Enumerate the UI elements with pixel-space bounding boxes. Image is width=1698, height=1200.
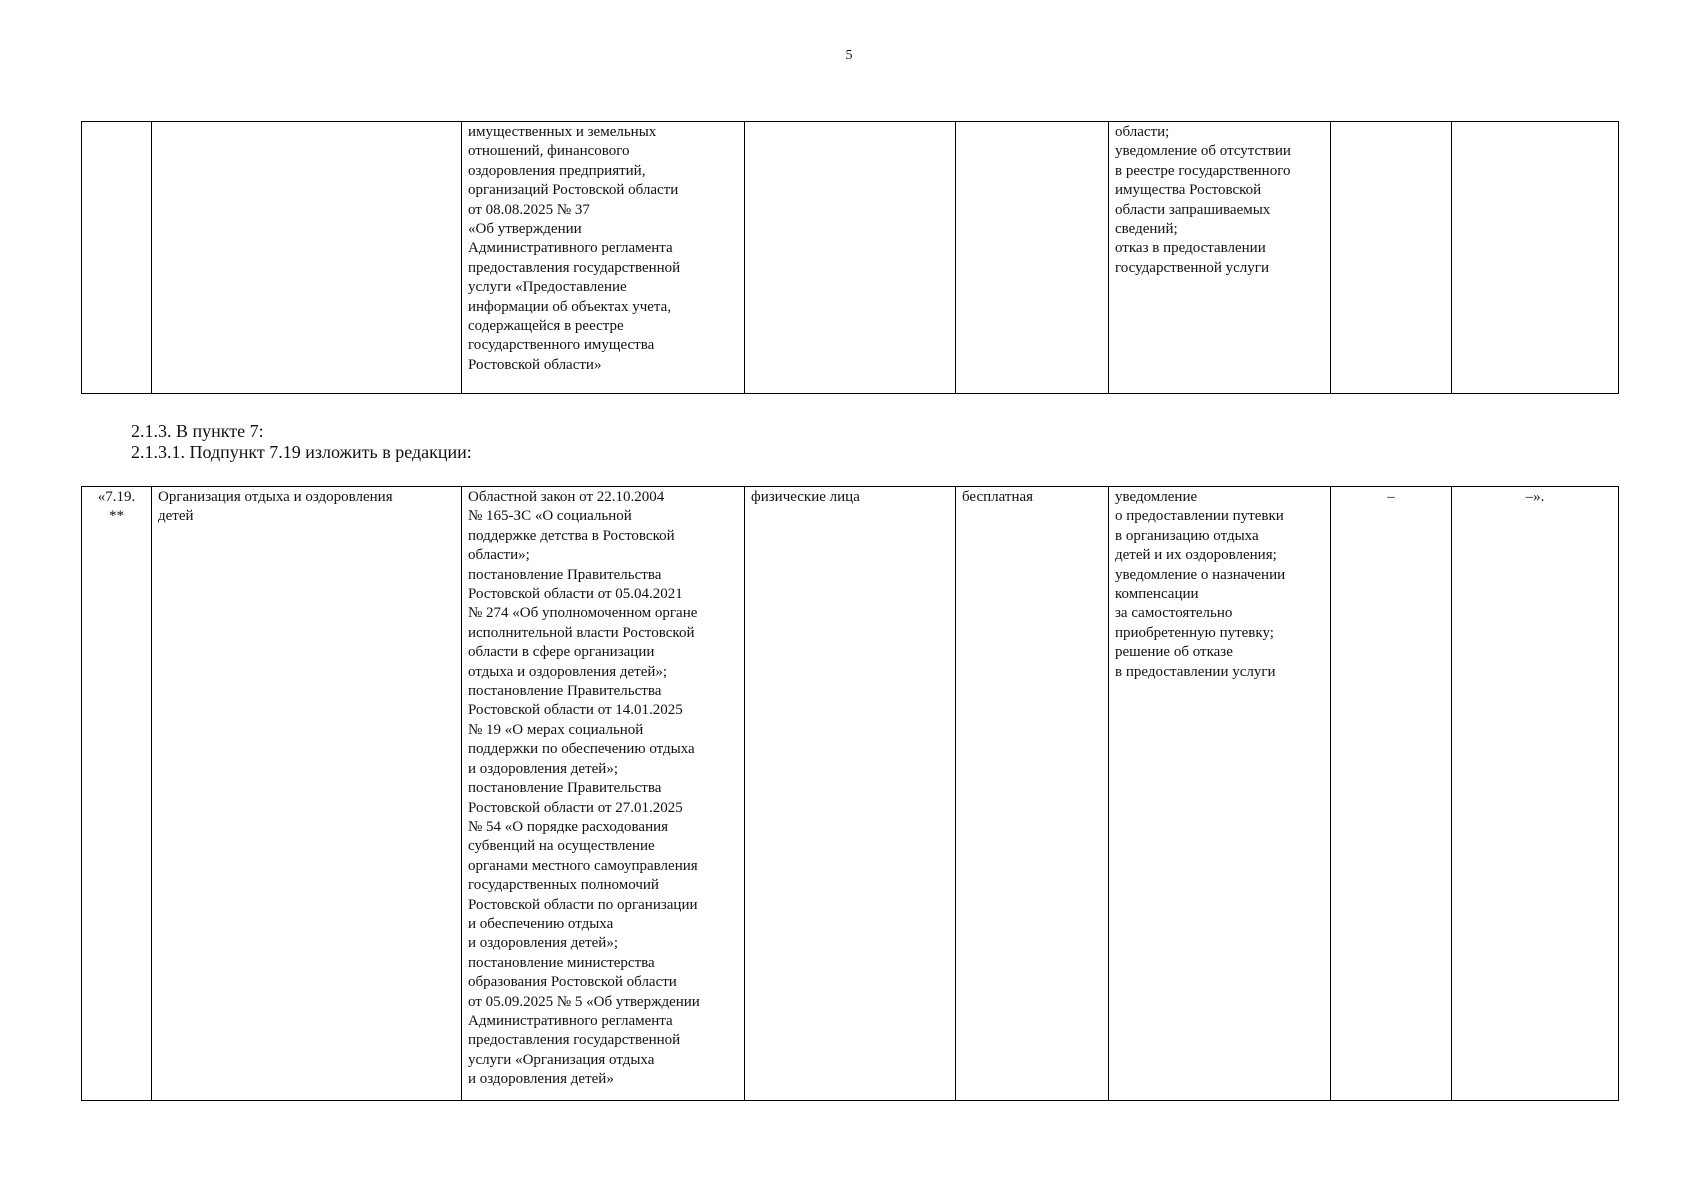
cell-result: уведомление о предоставлении путевки в организацию отдыха детей и их оздоровления; уведомление о назначении компенсации за самостоятельно приобретенную путевку; решение об отказе в предоставлении услуги [1109, 487, 1331, 1101]
cell-fee [956, 122, 1109, 394]
cell-legal-basis: Областной закон от 22.10.2004 № 165-ЗС «О социальной поддержке детства в Ростовской области»; постановление Правительства Ростовской области от 05.04.2021 № 274 «Об уполномоченном органе исполнительной власти Ростовской области в сфере организации отдыха и оздоровления детей»; постановление Правительства Ростовской области от 14.01.2025 № 19 «О мерах социальной поддержки по обеспечению отдыха и оздоровления детей»; постановление Правительства Ростовской области от 27.01.2025 № 54 «О порядке расходования субвенций на осуществление органами местного самоуправления государственных полномочий Ростовской области по организации и обеспечению отдыха и оздоровления детей»; постановление министерства образования Ростовской области от 05.09.2025 № 5 «Об утверждении Административного регламента предоставления государственной услуги «Организация отдыха и оздоровления детей» [462, 487, 745, 1101]
page-number: 5 [845, 48, 853, 63]
cell-col8: –». [1452, 487, 1619, 1101]
cell-legal-basis: имущественных и земельных отношений, финансового оздоровления предприятий, организаций Ростовской области от 08.08.2025 № 37 «Об утверждении Административного регламента предоставления государственной услуги «Предоставление информации об объектах учета, содержащейся в реестре государственного имущества Ростовской области» [462, 122, 745, 394]
services-table-continuation [81, 121, 1619, 394]
paragraph-clause-2-1-3-1: 2.1.3.1. Подпункт 7.19 изложить в редакции: [131, 442, 472, 462]
cell-col7 [1331, 122, 1452, 394]
services-table-item-7-19 [81, 486, 1619, 1101]
cell-fee: бесплатная [956, 487, 1109, 1101]
cell-col7: – [1331, 487, 1452, 1101]
paragraph-clause-2-1-3: 2.1.3. В пункте 7: [131, 421, 264, 441]
cell-service-name: Организация отдыха и оздоровления детей [152, 487, 462, 1101]
cell-service-name [152, 122, 462, 394]
cell-number [82, 122, 152, 394]
cell-result: области; уведомление об отсутствии в реестре государственного имущества Ростовской области запрашиваемых сведений; отказ в предоставлении государственной услуги [1109, 122, 1331, 394]
cell-number: «7.19. ** [82, 487, 152, 1101]
cell-col8 [1452, 122, 1619, 394]
cell-applicants [745, 122, 956, 394]
table-row [82, 487, 1619, 1101]
cell-applicants: физические лица [745, 487, 956, 1101]
table-row [82, 122, 1619, 394]
